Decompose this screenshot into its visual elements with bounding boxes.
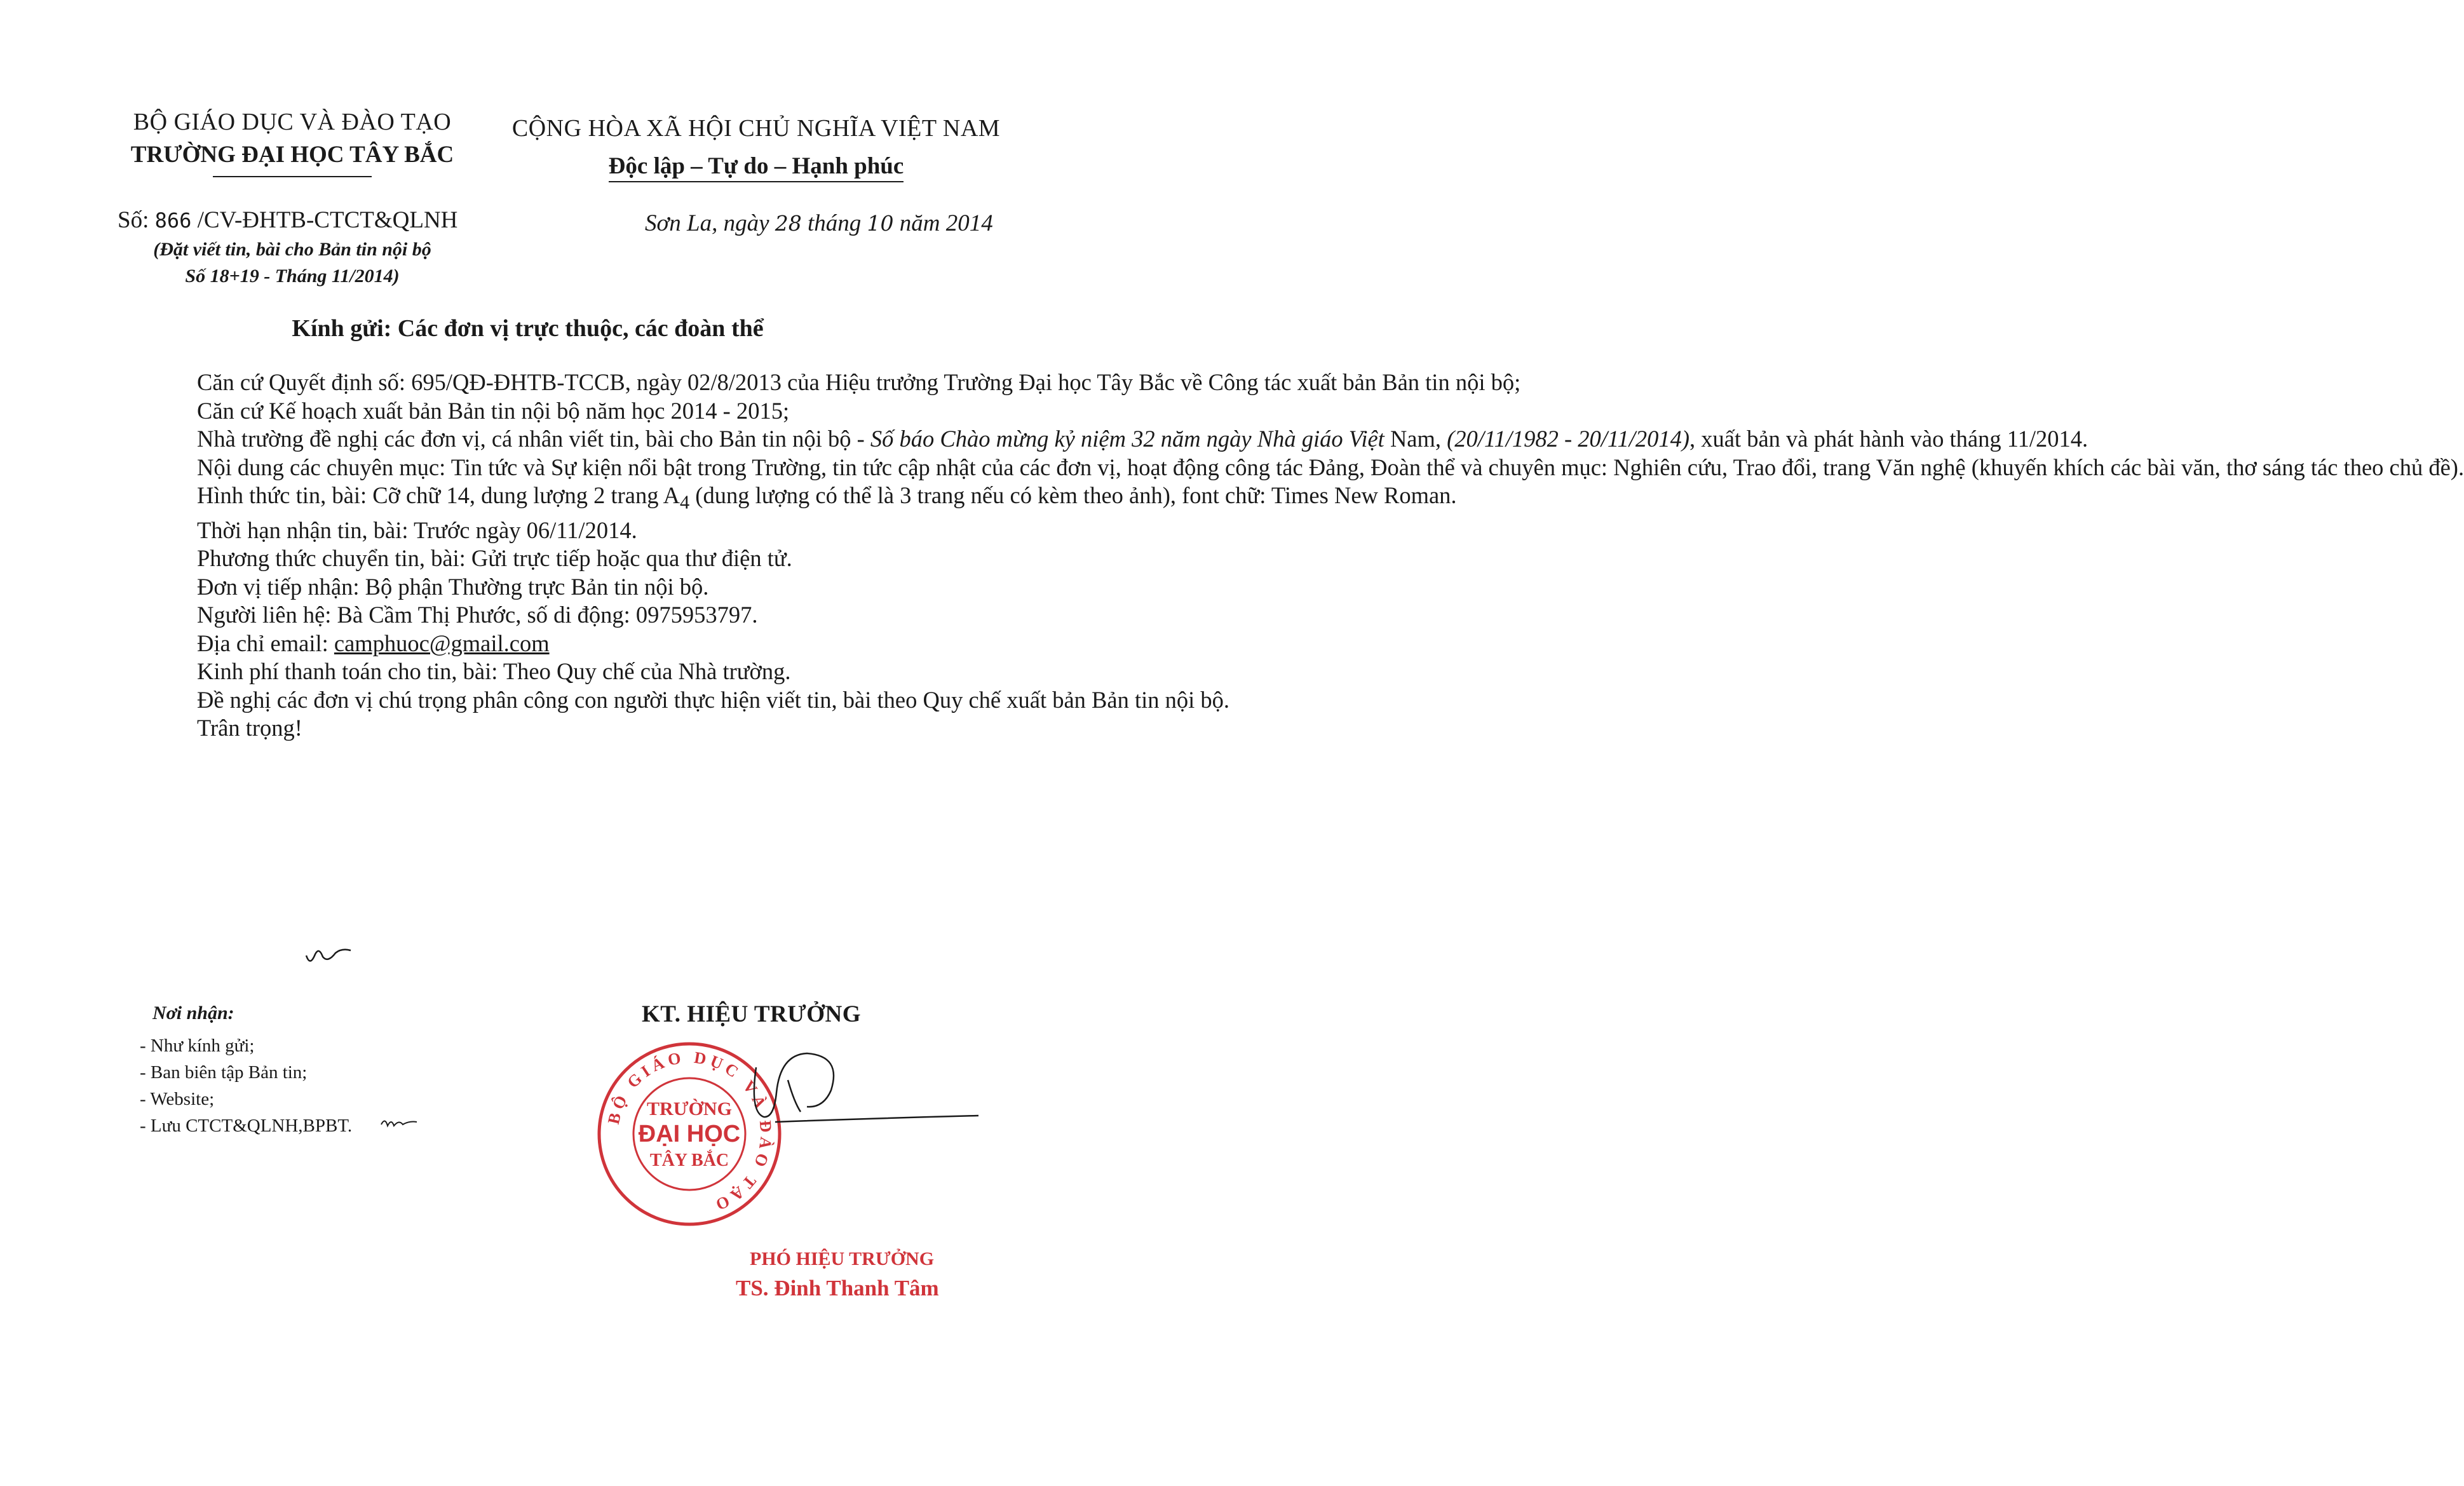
paragraph-format: Hình thức tin, bài: Cỡ chữ 14, dung lượng 2 trang $A_4$ (dung lượng có thể là 3 trang nếu có kèm theo ảnh), font chữ: Times New Roman. [197,482,1457,513]
paragraph-contact: Người liên hệ: Bà Cầm Thị Phước, số di động: 0975953797. [197,602,758,628]
paragraph-request: Nhà trường đề nghị các đơn vị, cá nhân viết tin, bài cho Bản tin nội bộ - Số báo Chào mừng kỷ niệm 32 năm ngày Nhà giáo Việt Nam, (20/11/1982 - 20/11/2014), xuất bản và phát hành vào tháng 11/2014. [197,426,2088,452]
national-header [502,114,1010,182]
seal-line-1: TRƯỜNG [647,1098,732,1119]
date-month: 10 [867,211,894,236]
seal-line-3: TÂY BẮC [649,1151,729,1170]
paragraph-proposal: Đề nghị các đơn vị chú trọng phân công con người thực hiện viết tin, bài theo Quy chế xuất bản Bản tin nội bộ. [197,686,1229,713]
distribution-title: Nơi nhận: [152,1003,234,1023]
header-rule [213,176,372,177]
paragraph-funding: Kinh phí thanh toán cho tin, bài: Theo Quy chế của Nhà trường. [197,658,791,685]
list-item: - Như kính gửi; [140,1036,255,1056]
initial-mark-icon [380,1112,418,1131]
handwritten-signature-icon [712,1042,978,1156]
seal-line-2: ĐẠI HỌC [638,1121,741,1147]
signature-authority: KT. HIỆU TRƯỞNG [642,1001,861,1027]
subject-line-2: Số 18+19 - Tháng 11/2014) [185,266,400,287]
issuer-header [95,108,489,177]
paragraph-deadline: Thời hạn nhận tin, bài: Trước ngày 06/11/2014. [197,517,637,543]
nation-name: CỘNG HÒA XÃ HỘI CHỦ NGHĨA VIỆT NAM [511,115,1001,142]
national-motto: Độc lập – Tự do – Hạnh phúc [609,152,904,182]
university-name: TRƯỜNG ĐẠI HỌC TÂY BẮC [130,142,454,168]
list-item: - Lưu CTCT&QLNH,BPBT. [140,1116,353,1136]
recipients-line: Kính gửi: Các đơn vị trực thuộc, các đoàn thể [292,315,764,342]
paragraph-decision: Căn cứ Quyết định số: 695/QĐ-ĐHTB-TCCB, ngày 02/8/2013 của Hiệu trưởng Trường Đại học Tây Bắc về Công tác xuất bản Bản tin nội bộ; [197,369,1521,395]
letter-body [135,368,2464,743]
paragraph-plan: Căn cứ Kế hoạch xuất bản Bản tin nội bộ năm học 2014 - 2015; [197,397,790,424]
paragraph-email: Địa chỉ email: camphuoc@gmail.com [197,630,550,656]
signer-position: PHÓ HIỆU TRƯỞNG [750,1248,935,1269]
subject-line-1: (Đặt viết tin, bài cho Bản tin nội bộ [153,239,431,260]
signer-name: TS. Đinh Thanh Tâm [736,1276,939,1300]
email-link[interactable]: camphuoc@gmail.com [334,630,550,656]
paragraph-closing: Trân trọng! [197,715,302,741]
doc-number-prefix: Số: [118,207,155,233]
list-item: - Website; [140,1089,215,1109]
paragraph-receiver: Đơn vị tiếp nhận: Bộ phận Thường trực Bản tin nội bộ. [197,573,709,600]
paragraph-method: Phương thức chuyển tin, bài: Gửi trực tiếp hoặc qua thư điện tử. [197,545,792,572]
document-subject [114,236,470,290]
distribution-list [140,1032,352,1139]
list-item: - Ban biên tập Bản tin; [140,1062,308,1083]
doc-number-handwritten: 866 [154,208,192,233]
document-number [118,206,457,234]
seal-ring-text: BỘ GIÁO DỤC VÀ ĐÀO TẠO [604,1048,776,1216]
date-day: 28 [775,211,802,236]
doc-number-code: /CV-ĐHTB-CTCT&QLNH [191,207,458,233]
ministry-name: BỘ GIÁO DỤC VÀ ĐÀO TẠO [133,109,452,135]
paragraph-content: Nội dung các chuyên mục: Tin tức và Sự kiện nổi bật trong Trường, tin tức cập nhật của các đơn vị, hoạt động công tác Đảng, Đoàn thể và chuyên mục: Nghiên cứu, Trao đổi, trang Văn nghệ (khuyến khích các bài văn, thơ sáng tác theo chủ đề). [197,454,2464,480]
place-date: Sơn La, ngày 28 tháng 10 năm 2014 [645,210,993,236]
initial-mark-icon [304,942,355,967]
